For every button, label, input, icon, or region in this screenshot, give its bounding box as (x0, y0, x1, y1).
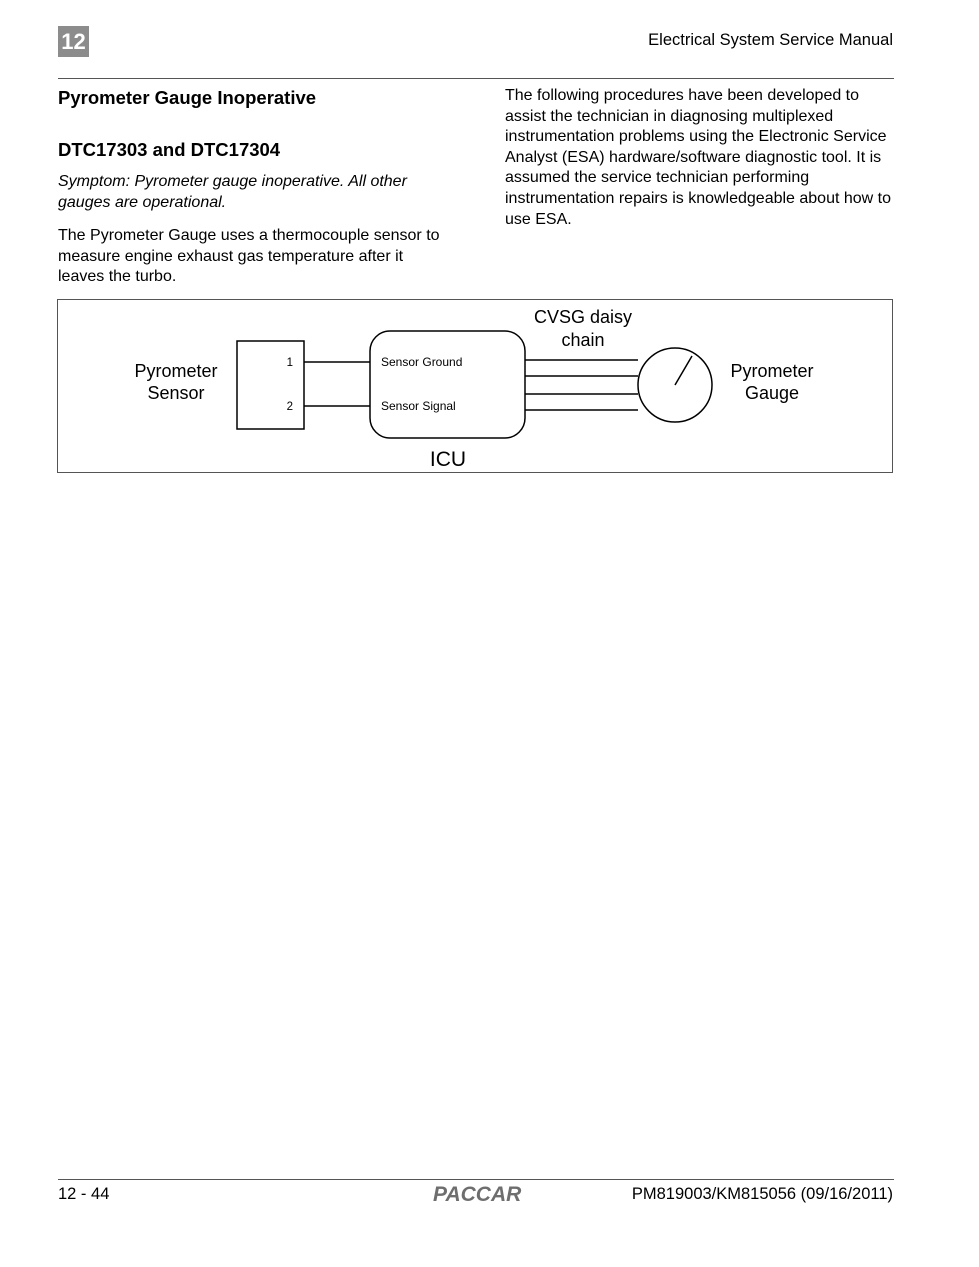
sensor-pin-2: 2 (286, 401, 293, 413)
gauge-label-line2: Gauge (744, 383, 800, 403)
description-text: The Pyrometer Gauge uses a thermocouple sensor to measure engine exhaust gas temperature after it leaves the turbo. (58, 227, 440, 286)
wiring-diagram (57, 299, 893, 473)
left-column (58, 87, 448, 288)
pyrometer-sensor-box (237, 341, 304, 429)
sensor-label-line2: Sensor (147, 383, 205, 403)
wiring-diagram-svg (58, 300, 894, 474)
page-number: 12 - 44 (58, 1185, 110, 1203)
dtc-heading: DTC17303 and DTC17304 (58, 139, 281, 160)
icu-pin-ground-label: Sensor Ground (381, 355, 463, 369)
document-id: PM819003/KM815056 (09/16/2011) (631, 1185, 893, 1203)
paccar-logo: PACCAR (433, 1183, 522, 1206)
symptom-text: Symptom: Pyrometer gauge inoperative. All other gauges are operational. (58, 173, 407, 211)
manual-title: Electrical System Service Manual (648, 31, 893, 49)
icu-label: ICU (429, 448, 467, 471)
header-rule (58, 78, 894, 79)
sensor-label-line1: Pyrometer (134, 361, 218, 381)
right-column (505, 87, 894, 230)
chapter-badge: 12 (58, 26, 89, 57)
section-heading: Pyrometer Gauge Inoperative (58, 87, 317, 108)
cvsg-label-line2: chain (561, 330, 605, 350)
procedure-intro-text: The following procedures have been developed to assist the technician in diagnosing multiplexed instrumentation problems using the Electronic Service Analyst (ESA) hardware/software diagnostic tool. It is assumed the service technician performing instrumentation repairs is knowledgeable about how to use ESA. (505, 87, 892, 228)
icu-box (370, 331, 525, 438)
gauge-label-line1: Pyrometer (730, 361, 814, 381)
footer-rule (58, 1179, 894, 1180)
cvsg-label-line1: CVSG daisy (533, 307, 633, 327)
sensor-pin-1: 1 (286, 357, 293, 369)
icu-pin-signal-label: Sensor Signal (381, 399, 456, 413)
